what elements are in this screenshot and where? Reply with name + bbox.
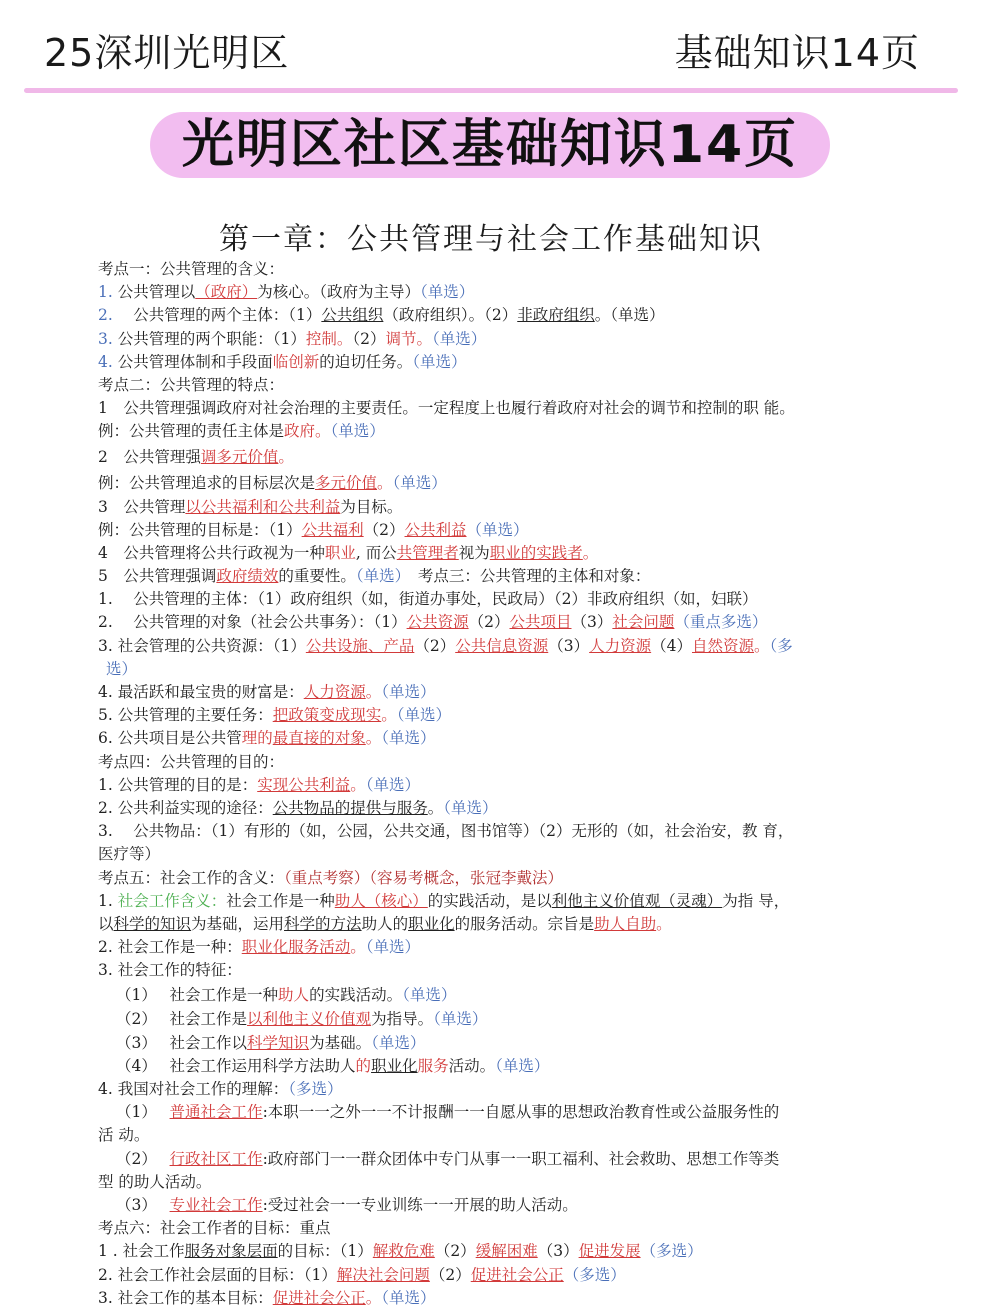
text-line: （2） 社会工作是以利他主义价值观为指导。（单选） — [116, 1010, 488, 1029]
text-line: 2. 公共管理的对象（社会公共事务）：（1）公共资源（2）公共项目（3）社会问题（重点多选） — [98, 613, 768, 632]
text-line: （1） 普通社会工作:本职一一之外一一不计报酬一一自愿从事的思想政治教育性或公益服务性的 — [116, 1103, 780, 1122]
text-line: 3. 公共管理的两个职能：（1）控制。（2）调节。（单选） — [98, 329, 487, 348]
text-line: 5. 公共管理的主要任务：把政策变成现实。（单选） — [98, 706, 452, 725]
text-line: 2. 社会工作社会层面的目标：（1）解决社会问题（2）促进社会公正（多选） — [98, 1265, 626, 1284]
text-line: 1. 公共管理的目的是：实现公共利益。（单选） — [98, 775, 421, 794]
section-heading: 考点二：公共管理的特点： — [98, 375, 285, 394]
section-heading: 考点四：公共管理的目的： — [98, 752, 285, 771]
text-line: 3. 社会管理的公共资源：（1）公共设施、产品（2）公共信息资源（3）人力资源（4）自然资源。（多 — [98, 636, 793, 655]
text-line: 2 公共管理强调多元价值。 — [98, 447, 294, 466]
text-line: 5 公共管理强调政府绩效的重要性。（单选） 考点三：公共管理的主体和对象： — [98, 567, 651, 586]
document-body — [98, 258, 868, 1310]
text-line: 以科学的知识为基础，运用科学的方法助人的职业化的服务活动。宗旨是助人自助。 — [98, 914, 672, 933]
text-line: 6. 公共项目是公共管理的最直接的对象。（单选） — [98, 729, 436, 748]
text-line: 例：公共管理追求的目标层次是多元价值。（单选） — [98, 473, 447, 492]
text-line: 4. 公共管理体制和手段面临创新的迫切任务。（单选） — [98, 352, 467, 371]
text-line: （3） 社会工作以科学知识为基础。（单选） — [116, 1033, 426, 1052]
text-line: （2） 行政社区工作:政府部门一一群众团体中专门从事一一职工福利、社会救助、思想工作等类 — [116, 1149, 780, 1168]
section-heading: 考点五：社会工作的含义：（重点考察）（容易考概念，张冠李戴法） — [98, 868, 564, 887]
header-right-title: 基础知识14页 — [674, 31, 920, 75]
header-left-title: 25深圳光明区 — [44, 31, 290, 75]
text-line: （3） 专业社会工作:受过社会一一专业训练一一开展的助人活动。 — [116, 1195, 578, 1214]
text-line: 4. 我国对社会工作的理解：（多选） — [98, 1080, 343, 1098]
chapter-title: 第一章：公共管理与社会工作基础知识 — [219, 222, 763, 257]
text-line: 3. 公共物品：（1）有形的（如，公园，公共交通，图书馆等）（2）无形的（如，社会治安，教 育， — [98, 822, 794, 841]
text-line: 选） — [106, 659, 138, 678]
text-line: 1. 公共管理的主体：（1）政府组织（如，街道办事处，民政局）（2）非政府组织（如，妇联） — [98, 590, 758, 609]
text-line: （4） 社会工作运用科学方法助人的职业化服务活动。（单选） — [116, 1056, 550, 1075]
page-header — [0, 18, 982, 75]
text-line: 活 动。 — [98, 1126, 150, 1145]
text-line: 例：公共管理的目标是：（1）公共福利（2）公共利益（单选） — [98, 520, 529, 539]
text-line: 4. 最活跃和最宝贵的财富是：人力资源。（单选） — [98, 683, 436, 701]
section-heading: 考点六：社会工作者的目标：重点 — [98, 1219, 331, 1238]
text-line: 4 公共管理将公共行政视为一种职业, 而公共管理者视为职业的实践者。 — [98, 543, 599, 562]
section-heading: 考点一：公共管理的含义： — [98, 260, 285, 278]
text-line: 3. 社会工作的基本目标：促进社会公正。（单选） — [98, 1288, 436, 1307]
text-line: 2. 公共管理的两个主体：（1）公共组织（政府组织）。（2）非政府组织。（单选） — [98, 306, 665, 325]
text-line: 2. 社会工作是一种：职业化服务活动。（单选） — [98, 938, 421, 957]
text-line: 1 公共管理强调政府对社会治理的主要责任。一定程度上也履行着政府对社会的调节和控制的职 能。 — [98, 399, 795, 418]
text-line: 1. 社会工作含义：社会工作是一种助人（核心）的实践活动，是以利他主义价值观（灵魂）为指 导， — [98, 891, 790, 910]
header-divider — [24, 88, 958, 93]
text-line: 1 . 社会工作服务对象层面的目标：（1）解救危难（2）缓解困难（3）促进发展（多选） — [98, 1242, 703, 1261]
text-line: （1） 社会工作是一种助人的实践活动。（单选） — [116, 986, 457, 1005]
text-line: 医疗等） — [98, 845, 161, 864]
text-line: 3. 社会工作的特征： — [98, 961, 242, 980]
text-line: 2. 公共利益实现的途径：公共物品的提供与服务。（单选） — [98, 798, 498, 817]
text-line: 1. 公共管理以（政府）为核心。（政府为主导）（单选） — [98, 283, 475, 302]
text-line: 型 的助人活动。 — [98, 1172, 212, 1191]
banner-title: 光明区社区基础知识14页 — [150, 112, 830, 178]
text-line: 例：公共管理的责任主体是政府。（单选） — [98, 422, 385, 441]
text-line: 3 公共管理以公共福利和公共利益为目标。 — [98, 497, 403, 516]
